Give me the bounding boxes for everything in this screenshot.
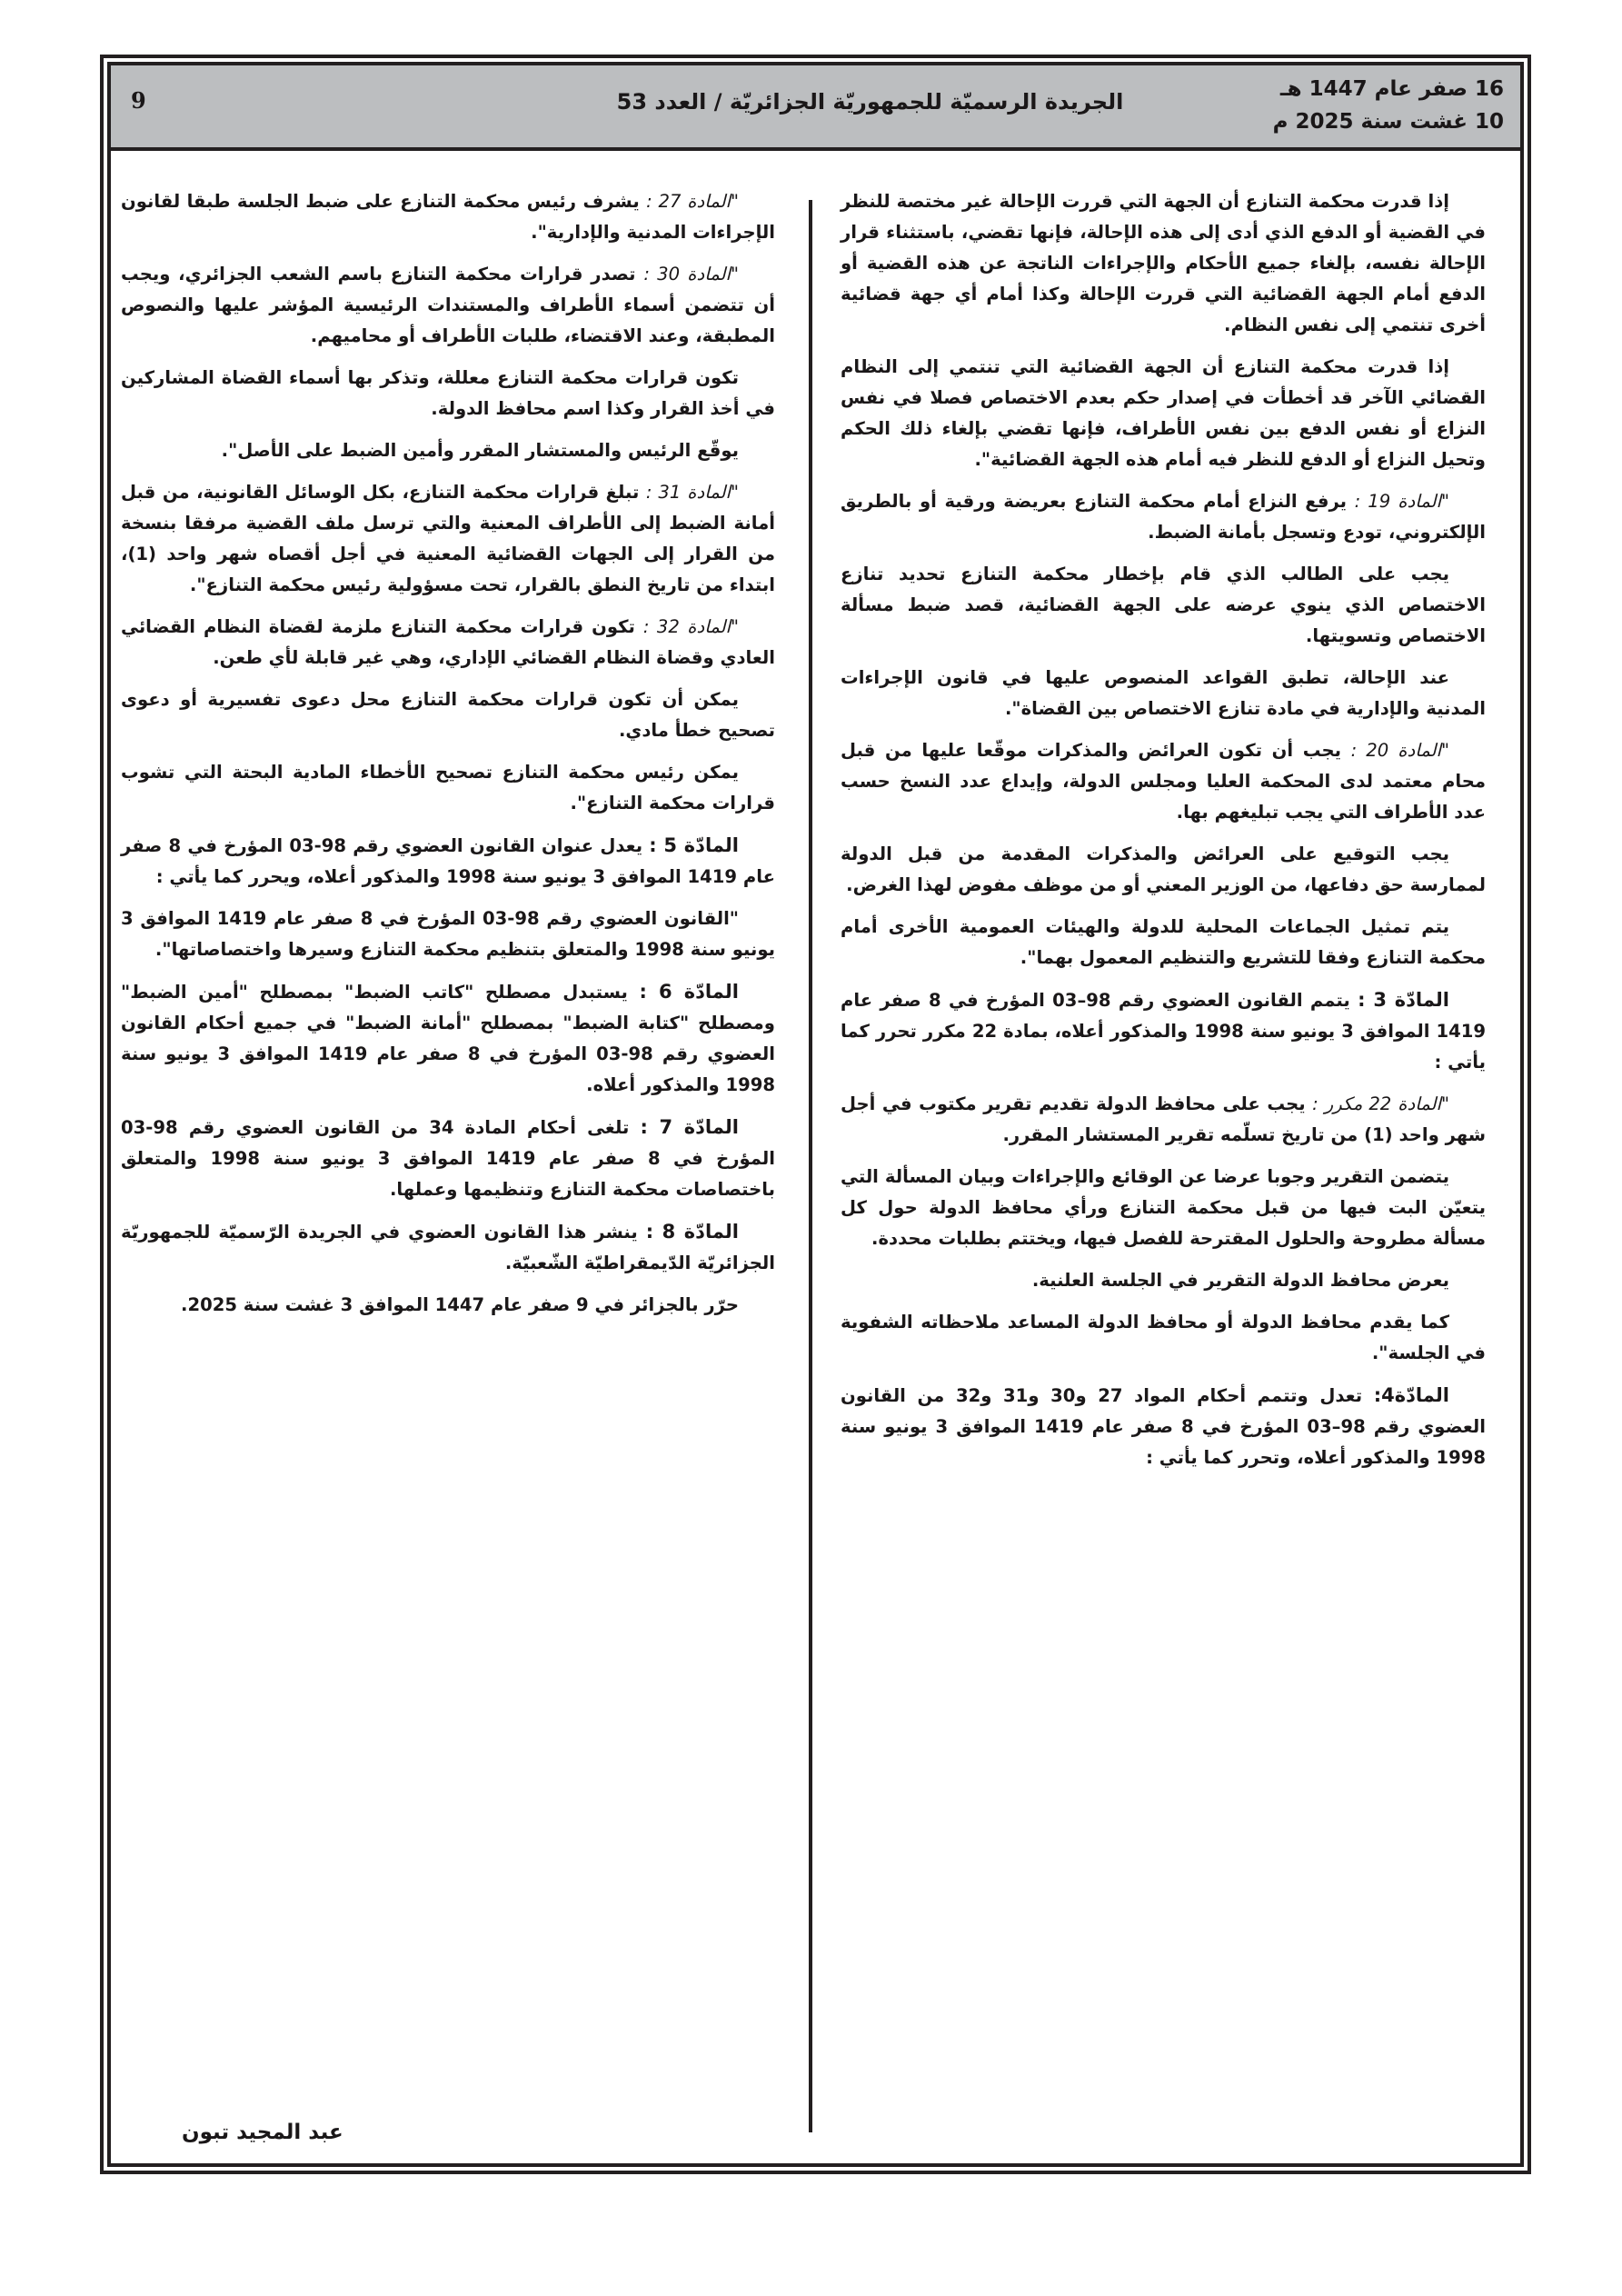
paragraph-text: يجب التوقيع على العرائض والمذكرات المقدمة من قبل الدولة لممارسة حق دفاعها، من الوزير المعني أو من موظف مفوض لهذا الغرض.	[841, 844, 1486, 895]
paragraph	[841, 735, 1486, 828]
paragraph-text: يشرف رئيس محكمة التنازع على ضبط الجلسة طبقا لقانون الإجراءات المدنية والإدارية".	[121, 191, 775, 243]
article-reference: "المادة 27 :	[646, 191, 739, 212]
paragraph-text: حرّر بالجزائر في 9 صفر عام 1447 الموافق 3 غشت سنة 2025.	[180, 1294, 739, 1315]
article-heading: المادّة 5 :	[649, 834, 739, 856]
paragraph-text: يرفع النزاع أمام محكمة التنازع بعريضة ورقية أو بالطريق الإلكتروني، تودع وتسجل بأمانة الضبط.	[841, 491, 1486, 543]
paragraph-text: إذا قدرت محكمة التنازع أن الجهة التي قررت الإحالة غير مختصة للنظر في القضية أو الدفع الذي أدى إلى هذه الإحالة، فإنها تقضي، باستثناء قرار الإحالة نفسه، بإلغاء جميع الأحكام والإجراءات الناتجة عن هذه القضية أو الدفع أمام الجهة القضائية التي قررت الإحالة وكذا أمام أي جهة قضائية أخرى تنتمي إلى نفس النظام.	[841, 191, 1486, 335]
paragraph	[841, 1265, 1486, 1296]
article-reference: "المادة 20 :	[1350, 740, 1449, 761]
paragraph	[841, 663, 1486, 724]
paragraph-text: تصدر قرارات محكمة التنازع باسم الشعب الجزائري، ويجب أن تتضمن أسماء الأطراف والمستندات الرئيسية المؤشر عليها والنصوص المطبقة، وعند الاقتضاء، طلبات الأطراف أو محاميهم.	[121, 264, 775, 346]
paragraph-text: يعرض محافظ الدولة التقرير في الجلسة العلنية.	[1031, 1270, 1449, 1291]
column-divider	[809, 200, 812, 2132]
paragraph-text: تعدل وتتمم أحكام المواد 27 و30 و31 و32 من القانون العضوي رقم 98–03 المؤرخ في 8 صفر عام 1419 الموافق 3 يونيو سنة 1998 والمذكور أعلاه، وتحرر كما يأتي :	[841, 1385, 1487, 1468]
gazette-title: الجريدة الرسميّة للجمهوريّة الجزائريّة / العدد 53	[616, 89, 1124, 115]
paragraph-text: يوقّع الرئيس والمستشار المقرر وأمين الضبط على الأصل".	[221, 440, 739, 461]
paragraph	[841, 1089, 1486, 1151]
paragraph-text: تلغى أحكام المادة 34 من القانون العضوي رقم 98-03 المؤرخ في 8 صفر عام 1419 الموافق 3 يونيو سنة 1998 والمتعلق باختصاصات محكمة التنازع وتنظيمها وعملها.	[121, 1117, 775, 1200]
paragraph-text: يمكن أن تكون قرارات محكمة التنازع محل دعوى تفسيرية أو دعوى تصحيح خطأ مادي.	[121, 689, 775, 741]
paragraph-text: يعدل عنوان القانون العضوي رقم 98-03 المؤرخ في 8 صفر عام 1419 الموافق 3 يونيو سنة 1998 والمذكور أعلاه، ويحرر كما يأتي :	[121, 835, 775, 887]
left-column	[121, 186, 775, 1332]
paragraph	[121, 757, 775, 819]
paragraph-text: تكون قرارات محكمة التنازع معللة، وتذكر بها أسماء القضاة المشاركين في أخذ القرار وكذا اسم محافظ الدولة.	[121, 367, 775, 419]
article-reference: "المادة 30 :	[643, 264, 739, 285]
paragraph-text: يستبدل مصطلح "كاتب الضبط" بمصطلح "أمين الضبط" ومصطلح "كتابة الضبط" بمصطلح "أمانة الضبط" في جميع أحكام القانون العضوي رقم 98-03 المؤرخ في 8 صفر عام 1419 الموافق 3 يونيو سنة 1998 والمذكور أعلاه.	[121, 982, 775, 1095]
article-reference: "المادة 32 :	[642, 616, 739, 637]
date-gregorian: 10 غشت سنة 2025 م	[1272, 110, 1504, 134]
paragraph-text: كما يقدم محافظ الدولة أو محافظ الدولة المساعد ملاحظاته الشفوية في الجلسة".	[841, 1312, 1486, 1363]
paragraph	[121, 259, 775, 352]
paragraph	[841, 559, 1486, 652]
paragraph	[121, 477, 775, 601]
page-header	[111, 65, 1520, 151]
paragraph	[841, 352, 1486, 475]
article-heading: المادّة 7 :	[640, 1116, 739, 1138]
paragraph	[121, 830, 775, 893]
issue-date	[1273, 73, 1504, 138]
paragraph	[841, 1162, 1486, 1254]
paragraph	[841, 984, 1486, 1078]
paragraph-text: يمكن رئيس محكمة التنازع تصحيح الأخطاء المادية البحتة التي تشوب قرارات محكمة التنازع".	[121, 762, 775, 814]
article-reference: "المادة 31 :	[645, 482, 739, 503]
signature: عبد المجيد تبون	[182, 2121, 343, 2144]
article-heading: المادّة 8 :	[645, 1221, 739, 1243]
paragraph-text: يتم تمثيل الجماعات المحلية للدولة والهيئات العمومية الأخرى أمام محكمة التنازع وفقا للتشريع والتنظيم المعمول بهما".	[841, 916, 1486, 968]
paragraph-text: يجب أن تكون العرائض والمذكرات موقّعا عليها من قبل محام معتمد لدى المحكمة العليا ومجلس الدولة، وإيداع عدد النسخ حسب عدد الأطراف التي يجب تبليغهم بها.	[841, 740, 1486, 823]
paragraph	[121, 612, 775, 674]
paragraph	[121, 186, 775, 248]
paragraph-text: يجب على محافظ الدولة تقديم تقرير مكتوب في أجل شهر واحد (1) من تاريخ تسلّمه تقرير المستشار المقرر.	[841, 1093, 1486, 1145]
article-reference: "المادة 19 :	[1354, 491, 1449, 512]
paragraph-text: يتضمن التقرير وجوبا عرضا عن الوقائع والإجراءات وبيان المسألة التي يتعيّن البت فيها من قبل محكمة التنازع ورأي محافظ الدولة حول كل مسألة مطروحة والحلول المقترحة للفصل فيها، ويختتم بطلبات محددة.	[841, 1166, 1486, 1249]
paragraph	[121, 976, 775, 1101]
paragraph-text: "القانون العضوي رقم 98-03 المؤرخ في 8 صفر عام 1419 الموافق 3 يونيو سنة 1998 والمتعلق بتنظيم محكمة التنازع وسيرها واختصاصاتها".	[121, 908, 775, 960]
article-heading: المادّة 6 :	[639, 981, 739, 1003]
paragraph-text: تبلغ قرارات محكمة التنازع، بكل الوسائل القانونية، من قبل أمانة الضبط إلى الأطراف المعنية والتي ترسل ملف القضية مرفقا بنسخة من القرار إلى الجهات القضائية المعنية في أجل أقصاه شهر واحد (1)، ابتداء من تاريخ النطق بالقرار، تحت مسؤولية رئيس محكمة التنازع".	[121, 482, 775, 595]
paragraph	[841, 486, 1486, 548]
paragraph	[841, 839, 1486, 901]
paragraph	[841, 912, 1486, 973]
paragraph	[841, 186, 1486, 341]
paragraph-text: تكون قرارات محكمة التنازع ملزمة لقضاة النظام القضائي العادي وقضاة النظام القضائي الإداري، وهي غير قابلة لأي طعن.	[121, 616, 775, 668]
article-heading: المادّة 3 :	[1358, 989, 1449, 1011]
page-number: 9	[131, 87, 146, 114]
paragraph	[841, 1380, 1486, 1473]
article-reference: "المادة 22 مكرر :	[1312, 1093, 1449, 1114]
article-heading: المادّة4:	[1373, 1384, 1449, 1406]
paragraph-text: ينشر هذا القانون العضوي في الجريدة الرّسميّة للجمهوريّة الجزائريّة الدّيمقراطيّة الشّعبيّة.	[121, 1222, 775, 1273]
paragraph-text: يجب على الطالب الذي قام بإخطار محكمة التنازع تحديد تنازع الاختصاص الذي ينوي عرضه على الجهة القضائية، قصد ضبط مسألة الاختصاص وتسويتها.	[841, 564, 1486, 646]
paragraph	[121, 1112, 775, 1205]
paragraph-text: عند الإحالة، تطبق القواعد المنصوص عليها في قانون الإجراءات المدنية والإدارية في مادة تنازع الاختصاص بين القضاة".	[841, 667, 1486, 719]
paragraph-text: يتمم القانون العضوي رقم 98–03 المؤرخ في 8 صفر عام 1419 الموافق 3 يونيو سنة 1998 والمذكور أعلاه، بمادة 22 مكرر تحرر كما يأتي :	[841, 990, 1487, 1073]
date-hijri: 16 صفر عام 1447 هـ	[1279, 77, 1504, 101]
paragraph	[121, 684, 775, 746]
right-column	[841, 186, 1486, 1484]
paragraph	[121, 435, 775, 466]
paragraph	[121, 363, 775, 424]
paragraph	[121, 903, 775, 965]
paragraph	[841, 1307, 1486, 1369]
paragraph	[121, 1290, 775, 1321]
paragraph-text: إذا قدرت محكمة التنازع أن الجهة القضائية التي تنتمي إلى النظام القضائي الآخر قد أخطأت في إصدار حكم بعدم الاختصاص فصلا في نفس النزاع أو نفس الدفع بين نفس الأطراف، فإنها تقضي بإلغاء ذلك الحكم وتحيل النزاع أو الدفع للنظر فيه أمام هذه الجهة القضائية".	[841, 356, 1486, 470]
paragraph	[121, 1216, 775, 1279]
